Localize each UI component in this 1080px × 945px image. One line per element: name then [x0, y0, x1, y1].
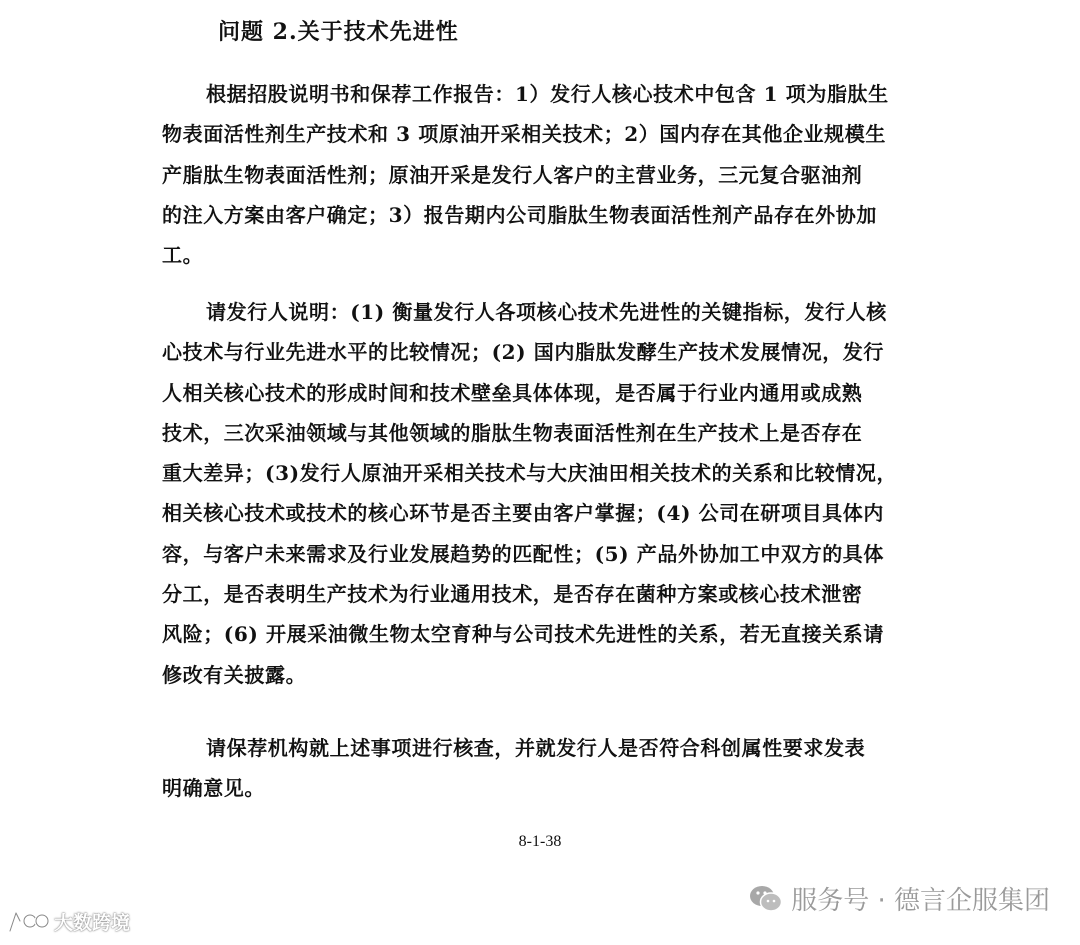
page-number: 8-1-38 [518, 833, 562, 850]
section-heading: 问题 2.关于技术先进性 [218, 19, 459, 45]
paragraph-line: 相关核心技术或技术的核心环节是否主要由客户掌握；(4) 公司在研项目具体内 [162, 501, 885, 526]
paragraph-line: 技术，三次采油领域与其他领域的脂肽生物表面活性剂在生产技术上是否存在 [162, 420, 863, 445]
paragraph-line: 工。 [162, 243, 204, 268]
paragraph-line: 物表面活性剂生产技术和 3 项原油开采相关技术；2）国内存在其他企业规模生 [162, 122, 886, 147]
paragraph-line: 心技术与行业先进水平的比较情况；(2) 国内脂肽发酵生产技术发展情况，发行 [162, 340, 885, 365]
paragraph-1 [162, 74, 922, 275]
paragraph-line: 的注入方案由客户确定；3）报告期内公司脂肽生物表面活性剂产品存在外协加 [162, 202, 877, 227]
paragraph-line: 请发行人说明：(1) 衡量发行人各项核心技术先进性的关键指标，发行人核 [206, 300, 887, 324]
paragraph-line: 修改有关披露。 [162, 662, 307, 687]
paragraph-line: 风险；(6) 开展采油微生物太空育种与公司技术先进性的关系，若无直接关系请 [162, 622, 885, 647]
paragraph-line: 容，与客户未来需求及行业发展趋势的匹配性；(5) 产品外协加工中双方的具体 [162, 541, 885, 566]
watermark-official-account [749, 880, 1050, 917]
wechat-icon [749, 885, 783, 913]
paragraph-line: 请保荐机构就上述事项进行核查，并就发行人是否符合科创属性要求发表 [206, 736, 866, 760]
watermark-text: 大数跨境 [54, 912, 131, 934]
brand-logo-icon [6, 909, 50, 935]
watermark-brand [6, 908, 130, 935]
paragraph-3 [162, 728, 922, 809]
paragraph-2 [162, 292, 922, 695]
paragraph-line: 根据招股说明书和保荐工作报告：1）发行人核心技术中包含 1 项为脂肽生 [206, 82, 889, 106]
paragraph-line: 人相关核心技术的形成时间和技术壁垒具体体现，是否属于行业内通用或成熟 [162, 380, 863, 405]
paragraph-line: 产脂肽生物表面活性剂；原油开采是发行人客户的主营业务，三元复合驱油剂 [162, 162, 863, 187]
paragraph-line: 重大差异；(3)发行人原油开采相关技术与大庆油田相关技术的关系和比较情况， [162, 461, 898, 486]
paragraph-line: 明确意见。 [162, 776, 265, 801]
watermark-text: 服务号 · 德言企服集团 [791, 886, 1050, 916]
paragraph-line: 分工，是否表明生产技术为行业通用技术，是否存在菌种方案或核心技术泄密 [162, 582, 863, 607]
